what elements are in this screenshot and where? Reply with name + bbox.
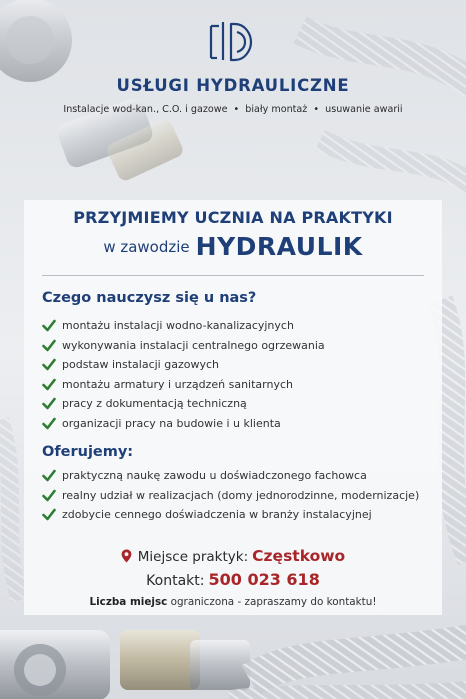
list-item (42, 416, 325, 436)
list-item-text: praktyczną naukę zawodu u doświadczonego fachowca (62, 469, 367, 482)
location-value: Częstkowo (252, 547, 346, 565)
check-icon (42, 397, 56, 410)
list-item (42, 507, 419, 527)
list-item (42, 468, 419, 488)
list-item (42, 396, 325, 416)
tagline-part: Instalacje wod-kan., C.O. i gazowe (63, 104, 228, 115)
list-item-text: realny udział w realizacjach (domy jednorodzinne, modernizacje) (62, 488, 420, 502)
list-item-text: zdobycie cennego doświadczenia w branży instalacyjnej (62, 508, 372, 522)
list-item (42, 377, 325, 397)
contact-phone[interactable]: 500 023 618 (208, 570, 320, 589)
internship-location (0, 546, 466, 565)
tagline-separator: • (233, 104, 240, 115)
location-label: Miejsce praktyk: (137, 549, 249, 565)
brand-tagline (0, 104, 466, 115)
headline-prefix: w zawodzie (103, 238, 190, 256)
footnote (0, 596, 466, 608)
check-icon (42, 378, 56, 391)
list-item (42, 318, 325, 338)
location-pin-icon (121, 549, 132, 563)
tagline-part: biały montaż (245, 104, 308, 115)
logo-icon (205, 14, 261, 70)
headline-line2 (0, 232, 466, 261)
offer-list (42, 468, 419, 527)
check-icon (42, 489, 56, 502)
list-item (42, 488, 419, 508)
check-icon (42, 469, 56, 482)
divider (42, 275, 424, 276)
learn-heading: Czego nauczysz się u nas? (42, 290, 257, 306)
brand-title: USŁUGI HYDRAULICZNE (116, 76, 350, 95)
tagline-part: usuwanie awarii (325, 104, 403, 115)
list-item-text: organizacji pracy na budowie i u klienta (62, 416, 281, 430)
list-item-text: pracy z dokumentacją techniczną (62, 397, 247, 411)
list-item-text: podstaw instalacji gazowych (62, 358, 219, 372)
check-icon (42, 508, 56, 521)
list-item-text: montażu instalacji wodno-kanalizacyjnych (62, 319, 294, 332)
headline-profession: HYDRAULIK (195, 232, 363, 261)
list-item (42, 338, 325, 358)
footnote-rest: ograniczona - zapraszamy do kontaktu! (167, 596, 377, 608)
headline-line1: PRZYJMIEMY UCZNIA NA PRAKTYKI (73, 208, 393, 227)
footnote-bold: Liczba miejsc (89, 596, 168, 608)
list-item-text: wykonywania instalacji centralnego ogrzewania (62, 338, 325, 352)
offer-heading: Oferujemy: (42, 444, 134, 460)
check-icon (42, 319, 56, 332)
check-icon (42, 339, 56, 352)
contact-label: Kontakt: (146, 573, 205, 589)
list-item-text: montażu armatury i urządzeń sanitarnych (62, 377, 293, 391)
tagline-separator: • (313, 104, 320, 115)
list-item (42, 357, 325, 377)
check-icon (42, 358, 56, 371)
check-icon (42, 417, 56, 430)
learn-list (42, 318, 325, 436)
contact (0, 570, 466, 589)
